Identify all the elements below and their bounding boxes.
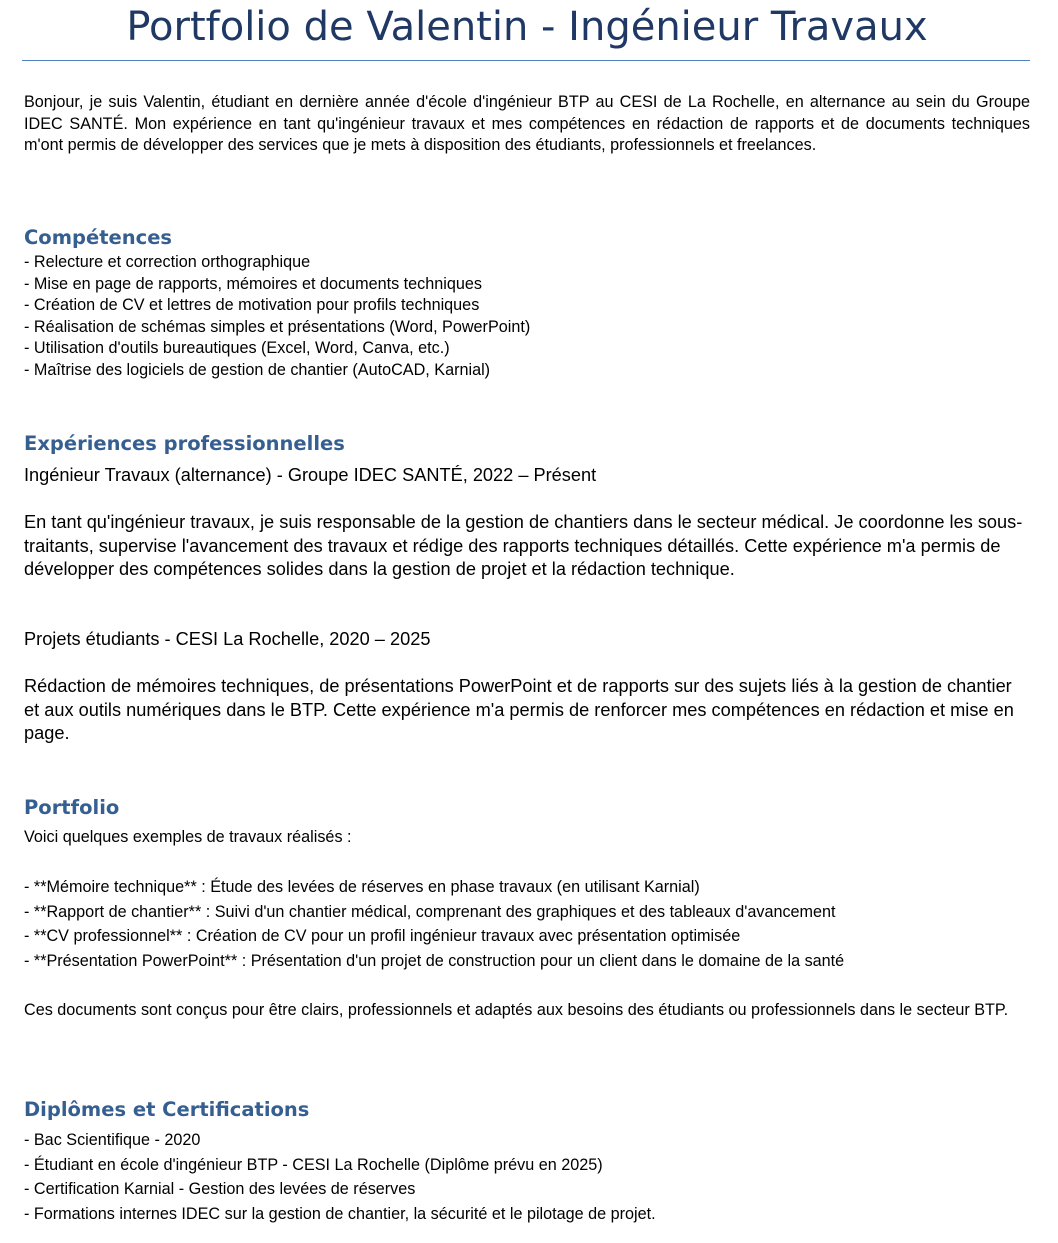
document-title: Portfolio de Valentin - Ingénieur Travaux [126, 4, 928, 50]
diplomes-list [24, 1128, 1030, 1227]
list-item: - Mise en page de rapports, mémoires et documents techniques [24, 274, 482, 293]
list-item: - Bac Scientifique - 2020 [24, 1131, 201, 1149]
list-item: - Étudiant en école d'ingénieur BTP - CESI La Rochelle (Diplôme prévu en 2025) [24, 1155, 603, 1174]
competences-heading: Compétences [24, 226, 173, 249]
list-item: - **Rapport de chantier** : Suivi d'un chantier médical, comprenant des graphiques et des tableaux d'avancement [24, 902, 836, 921]
portfolio-lead [24, 827, 1030, 849]
list-item: - **CV professionnel** : Création de CV pour un profil ingénieur travaux avec présentation optimisée [24, 927, 741, 946]
experiences-heading: Expériences professionnelles [24, 432, 345, 455]
competences-list [24, 252, 1030, 382]
portfolio-closing: Ces documents sont conçus pour être clairs, professionnels et adaptés aux besoins des étudiants ou professionnels dans le secteur BTP. [24, 1001, 1009, 1019]
list-item: - **Présentation PowerPoint** : Présentation d'un projet de construction pour un client dans le domaine de la santé [24, 952, 845, 971]
list-item: - Création de CV et lettres de motivation pour profils techniques [24, 296, 480, 315]
list-item: - Réalisation de schémas simples et présentations (Word, PowerPoint) [24, 317, 531, 336]
intro-paragraph: Bonjour, je suis Valentin, étudiant en dernière année d'école d'ingénieur BTP au CESI de La Rochelle, en alternance au sein du Groupe IDEC SANTÉ. Mon expérience en tant qu'ingénieur travaux et mes compétences en rédaction de rapports et de documents techniques m'ont permis de développer des services que je mets à disposition des étudiants, professionnels et freelances. [24, 93, 1030, 155]
list-item: - Maîtrise des logiciels de gestion de chantier (AutoCAD, Karnial) [24, 360, 491, 379]
list-item: - Formations internes IDEC sur la gestion de chantier, la sécurité et le pilotage de projet. [24, 1205, 656, 1224]
title-divider [22, 60, 1030, 61]
list-item: - Utilisation d'outils bureautiques (Excel, Word, Canva, etc.) [24, 339, 450, 358]
job1-description: En tant qu'ingénieur travaux, je suis responsable de la gestion de chantiers dans le secteur médical. Je coordonne les sous-traitants, supervise l'avancement des travaux et rédige des rapports techniques détaillés. Cette expérience m'a permis de développer des compétences solides dans la gestion de projet et la rédaction technique. [24, 512, 1023, 580]
job2-title: Projets étudiants - CESI La Rochelle, 2020 – 2025 [24, 629, 431, 649]
job1-title: Ingénieur Travaux (alternance) - Groupe IDEC SANTÉ, 2022 – Présent [24, 465, 597, 485]
portfolio-lead-text: Voici quelques exemples de travaux réalisés : [24, 828, 352, 846]
job2-description: Rédaction de mémoires techniques, de présentations PowerPoint et de rapports sur des sujets liés à la gestion de chantier et aux outils numériques dans le BTP. Cette expérience m'a permis de renforcer mes compétences en rédaction et mise en page. [24, 676, 1014, 744]
list-item: - Relecture et correction orthographique [24, 253, 311, 271]
diplomes-heading: Diplômes et Certifications [24, 1098, 310, 1121]
list-item: - Certification Karnial - Gestion des levées de réserves [24, 1180, 416, 1199]
portfolio-list [24, 875, 1030, 974]
list-item: - **Mémoire technique** : Étude des levées de réserves en phase travaux (en utilisant Karnial) [24, 878, 700, 896]
portfolio-heading: Portfolio [24, 796, 120, 819]
